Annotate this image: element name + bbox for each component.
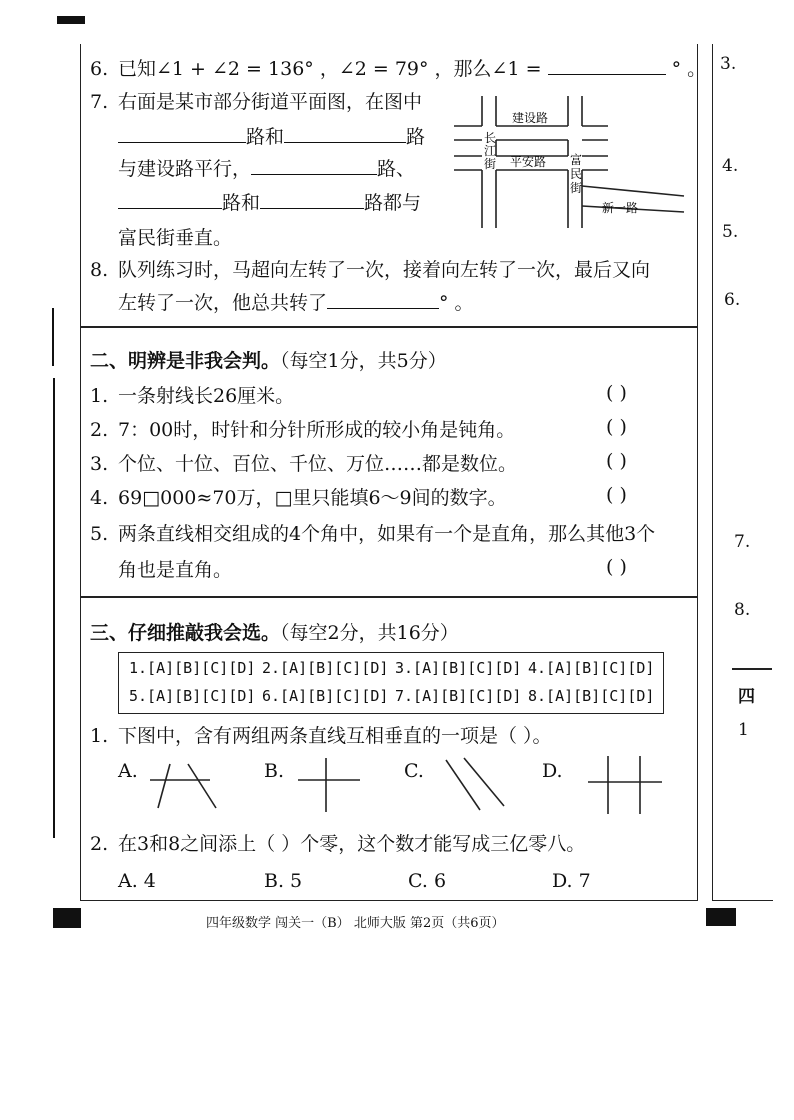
option-label-d[interactable]: D. [542,760,563,782]
map-label-xinyi: 新一路 [602,201,639,215]
answer-paren[interactable]: ( ) [606,484,627,506]
judge-item-4 [90,486,507,510]
answer-blank[interactable] [118,190,222,209]
question-text: 在3和8之间添上（ ）个零，这个数才能写成三亿零八。 [118,833,586,855]
question-text: 两条直线相交组成的4个角中，如果有一个是直角，那么其他3个 [118,523,656,545]
question-8-line2 [118,290,474,315]
answer-card-row [129,687,655,705]
question-number: 1. [90,725,109,747]
question-text: 右面是某市部分街道平面图，在图中 [118,91,423,113]
question-number: 7. [90,91,109,113]
answer-blank[interactable] [260,190,364,209]
judge-item-5 [90,522,655,546]
question-7-line1 [90,90,422,114]
street-map-diagram [452,94,688,232]
option-label-a[interactable]: A. [118,760,138,782]
question-text: 路和 [222,192,261,214]
answer-blank[interactable] [251,156,377,175]
question-number: 3. [90,453,109,475]
question-6 [90,56,706,81]
question-text: 左转了一次，他总共转了 [118,292,328,314]
answer-card-cell[interactable]: 3.[A][B][C][D] [395,659,522,677]
question-text: 队列练习时，马超向左转了一次，接着向左转了一次，最后又向 [118,259,651,281]
question-tail: ° 。 [671,58,707,80]
option-label-b[interactable]: B. [264,760,285,782]
question-number: 4. [90,487,109,509]
question-text: 富民街垂直。 [118,227,233,249]
judge-item-5-line2: 角也是直角。 [118,559,233,581]
question-number: 1. [90,385,109,407]
map-label-fumin-3: 街 [570,181,583,195]
answer-card-row [129,659,655,677]
answer-card-cell[interactable]: 8.[A][B][C][D] [528,687,655,705]
section-2-title [90,346,447,373]
question-7-line2 [118,124,425,149]
right-col-item: 四 [738,687,755,707]
map-label-jianshe: 建设路 [512,111,549,125]
question-text: 一条射线长26厘米。 [118,385,295,407]
choice-question-1 [90,724,552,748]
question-8-line1 [90,258,650,282]
question-number: 5. [90,523,109,545]
map-label-fumin-2: 民 [570,167,583,181]
right-col-divider [732,668,772,670]
map-label-changjiang-1: 长 [484,131,497,145]
answer-blank[interactable] [284,124,406,143]
judge-item-2 [90,418,515,442]
question-7-line3 [118,156,415,181]
question-text: 69□000≈70万，□里只能填6～9间的数字。 [118,487,507,509]
question-number: 8. [90,259,109,281]
option-a-figure [148,762,228,812]
question-7-line4 [118,190,421,215]
answer-paren[interactable]: ( ) [606,450,627,472]
section-title-text: 三、仔细推敲我会选。 [90,622,281,644]
answer-blank[interactable] [548,56,666,75]
question-text: 与建设路平行， [118,158,252,180]
answer-paren[interactable]: ( ) [606,382,627,404]
question-number: 2. [90,833,109,855]
question-7-line5 [118,226,232,250]
section-divider-3 [80,596,698,598]
section-3-title [90,618,459,645]
right-col-item: 4. [722,156,739,176]
section-title-text: 二、明辨是非我会判。 [90,350,281,372]
map-label-pingan: 平安路 [510,155,547,169]
right-col-item: 7. [734,532,751,552]
registration-mark-bottom-left [53,908,81,928]
question-text: 个位、十位、百位、千位、万位……都是数位。 [118,453,518,475]
option-b-figure [296,756,366,814]
answer-card-cell[interactable]: 6.[A][B][C][D] [262,687,389,705]
map-label-changjiang-2: 江 [484,144,497,158]
answer-paren[interactable]: ( ) [606,416,627,438]
map-label-changjiang-3: 街 [484,157,497,171]
answer-card-box [118,652,664,714]
margin-line-left-2 [53,378,55,838]
answer-paren[interactable]: ( ) [606,556,627,578]
question-text: 路和 [246,126,285,148]
question-text: 下图中，含有两组两条直线互相垂直的一项是（ ）。 [118,725,552,747]
section-note: （每空1分，共5分） [280,350,447,372]
section-divider-2 [80,326,698,328]
page-footer: 四年级数学 闯关一（B） 北师大版 第2页（共6页） [206,916,505,931]
option-d-figure [586,754,666,816]
map-label-fumin-1: 富 [570,153,583,167]
margin-line-left-1 [52,308,54,366]
answer-card-cell[interactable]: 2.[A][B][C][D] [262,659,389,677]
question-text: 已知∠1 + ∠2 = 136° ，∠2 = 79° ，那么∠1 = [118,58,542,80]
right-col-item: 3. [720,54,737,74]
judge-item-1 [90,384,294,408]
question-text: 路、 [377,158,416,180]
right-col-item: 6. [724,290,741,310]
right-col-item: 5. [722,222,739,242]
option-d[interactable]: D. 7 [552,870,591,892]
answer-card-cell[interactable]: 7.[A][B][C][D] [395,687,522,705]
question-text: 路 [406,126,426,148]
option-b[interactable]: B. 5 [264,870,303,892]
question-text: 7：00时，时针和分针所形成的较小角是钝角。 [118,419,516,441]
question-number: 6. [90,58,109,80]
answer-card-cell[interactable]: 5.[A][B][C][D] [129,687,256,705]
judge-item-3 [90,452,517,476]
option-label-c[interactable]: C. [404,760,424,782]
choice-question-2 [90,832,585,856]
registration-mark-top-left [57,16,85,24]
registration-mark-bottom-right [706,908,736,926]
section-note: （每空2分，共16分） [280,622,459,644]
answer-blank[interactable] [118,124,246,143]
answer-card-cell[interactable]: 1.[A][B][C][D] [129,659,256,677]
question-tail: ° 。 [439,292,474,314]
answer-card-cell[interactable]: 4.[A][B][C][D] [528,659,655,677]
option-c-figure [442,756,512,814]
option-a[interactable]: A. 4 [118,870,156,892]
question-number: 2. [90,419,109,441]
answer-blank[interactable] [327,290,439,309]
right-col-item: 8. [734,600,751,620]
option-c[interactable]: C. 6 [408,870,447,892]
question-text: 路都与 [364,192,422,214]
right-col-item: 1 [738,720,749,740]
